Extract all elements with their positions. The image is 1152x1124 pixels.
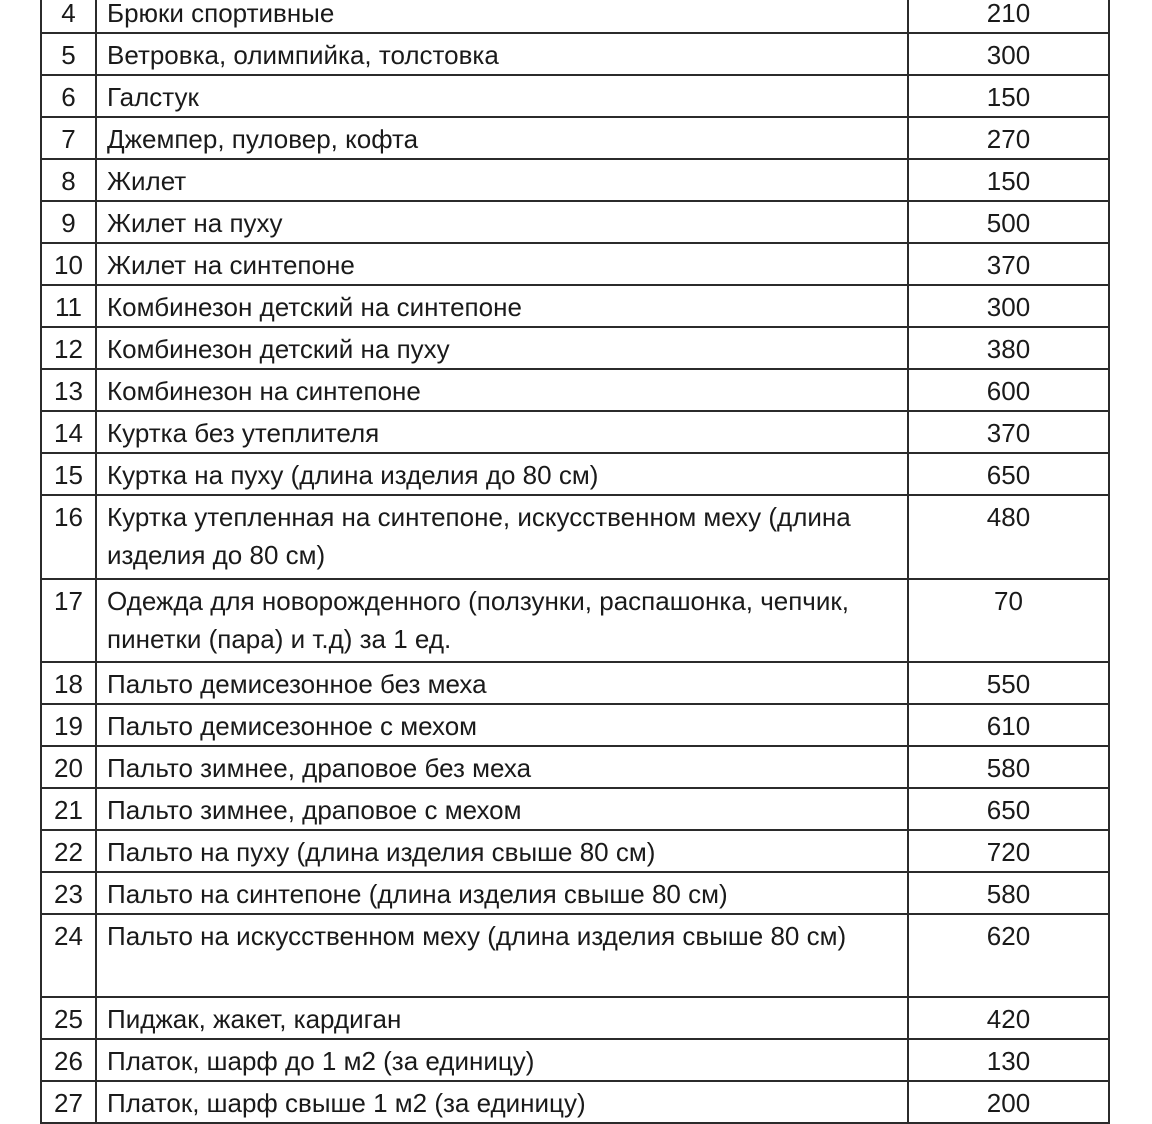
table-row	[41, 33, 1109, 75]
table-row	[41, 243, 1109, 285]
item-price: 650	[908, 453, 1109, 495]
item-price: 620	[908, 914, 1109, 997]
item-name: Жилет на синтепоне	[96, 243, 908, 285]
item-name: Комбинезон детский на пуху	[96, 327, 908, 369]
item-name: Платок, шарф до 1 м2 (за единицу)	[96, 1039, 908, 1081]
row-number: 11	[41, 285, 96, 327]
table-row	[41, 704, 1109, 746]
row-number: 20	[41, 746, 96, 788]
row-number: 15	[41, 453, 96, 495]
row-number: 4	[41, 0, 96, 33]
item-price: 580	[908, 872, 1109, 914]
item-name: Ветровка, олимпийка, толстовка	[96, 33, 908, 75]
table-row	[41, 453, 1109, 495]
table-row	[41, 411, 1109, 453]
row-number: 17	[41, 579, 96, 662]
row-number: 22	[41, 830, 96, 872]
item-name: Пиджак, жакет, кардиган	[96, 997, 908, 1039]
item-name: Комбинезон детский на синтепоне	[96, 285, 908, 327]
item-price: 580	[908, 746, 1109, 788]
row-number: 18	[41, 662, 96, 704]
table-row	[41, 1039, 1109, 1081]
item-name: Пальто демисезонное без меха	[96, 662, 908, 704]
table-row	[41, 159, 1109, 201]
item-name: Пальто демисезонное с мехом	[96, 704, 908, 746]
row-number: 27	[41, 1081, 96, 1123]
table-row	[41, 201, 1109, 243]
item-price: 300	[908, 33, 1109, 75]
item-name: Брюки спортивные	[96, 0, 908, 33]
item-price: 200	[908, 1081, 1109, 1123]
item-price: 130	[908, 1039, 1109, 1081]
item-price: 480	[908, 495, 1109, 579]
row-number: 7	[41, 117, 96, 159]
item-name: Пальто на пуху (длина изделия свыше 80 см)	[96, 830, 908, 872]
item-price: 370	[908, 411, 1109, 453]
row-number: 26	[41, 1039, 96, 1081]
row-number: 6	[41, 75, 96, 117]
item-price: 550	[908, 662, 1109, 704]
item-name: Пальто зимнее, драповое с мехом	[96, 788, 908, 830]
table-row	[41, 788, 1109, 830]
table-row	[41, 327, 1109, 369]
item-name: Пальто на искусственном меху (длина изделия свыше 80 см)	[96, 914, 908, 997]
item-price: 380	[908, 327, 1109, 369]
item-price: 370	[908, 243, 1109, 285]
row-number: 24	[41, 914, 96, 997]
item-name: Жилет	[96, 159, 908, 201]
table-row	[41, 830, 1109, 872]
table-row	[41, 1081, 1109, 1123]
item-name: Жилет на пуху	[96, 201, 908, 243]
item-name: Джемпер, пуловер, кофта	[96, 117, 908, 159]
table-row	[41, 369, 1109, 411]
item-name: Комбинезон на синтепоне	[96, 369, 908, 411]
row-number: 25	[41, 997, 96, 1039]
item-price: 150	[908, 75, 1109, 117]
table-row	[41, 872, 1109, 914]
item-price: 150	[908, 159, 1109, 201]
row-number: 21	[41, 788, 96, 830]
table-row	[41, 285, 1109, 327]
item-price: 210	[908, 0, 1109, 33]
item-name: Куртка утепленная на синтепоне, искусственном меху (длина изделия до 80 см)	[96, 495, 908, 579]
item-name: Пальто на синтепоне (длина изделия свыше 80 см)	[96, 872, 908, 914]
item-name: Одежда для новорожденного (ползунки, распашонка, чепчик, пинетки (пара) и т.д) за 1 ед.	[96, 579, 908, 662]
item-name: Пальто зимнее, драповое без меха	[96, 746, 908, 788]
table-row	[41, 997, 1109, 1039]
row-number: 23	[41, 872, 96, 914]
item-price: 300	[908, 285, 1109, 327]
row-number: 19	[41, 704, 96, 746]
item-price: 270	[908, 117, 1109, 159]
row-number: 12	[41, 327, 96, 369]
row-number: 5	[41, 33, 96, 75]
row-number: 8	[41, 159, 96, 201]
table-body	[41, 0, 1109, 1123]
table-row	[41, 579, 1109, 662]
table-row	[41, 914, 1109, 997]
item-price: 600	[908, 369, 1109, 411]
item-name: Куртка без утеплителя	[96, 411, 908, 453]
price-table	[40, 0, 1110, 1124]
table-row	[41, 0, 1109, 33]
row-number: 16	[41, 495, 96, 579]
row-number: 13	[41, 369, 96, 411]
table-row	[41, 746, 1109, 788]
row-number: 9	[41, 201, 96, 243]
item-price: 420	[908, 997, 1109, 1039]
row-number: 10	[41, 243, 96, 285]
table-row	[41, 75, 1109, 117]
item-name: Платок, шарф свыше 1 м2 (за единицу)	[96, 1081, 908, 1123]
table-row	[41, 495, 1109, 579]
item-name: Галстук	[96, 75, 908, 117]
item-name: Куртка на пуху (длина изделия до 80 см)	[96, 453, 908, 495]
item-price: 610	[908, 704, 1109, 746]
item-price: 720	[908, 830, 1109, 872]
table-row	[41, 662, 1109, 704]
table-row	[41, 117, 1109, 159]
item-price: 650	[908, 788, 1109, 830]
item-price: 500	[908, 201, 1109, 243]
item-price: 70	[908, 579, 1109, 662]
row-number: 14	[41, 411, 96, 453]
